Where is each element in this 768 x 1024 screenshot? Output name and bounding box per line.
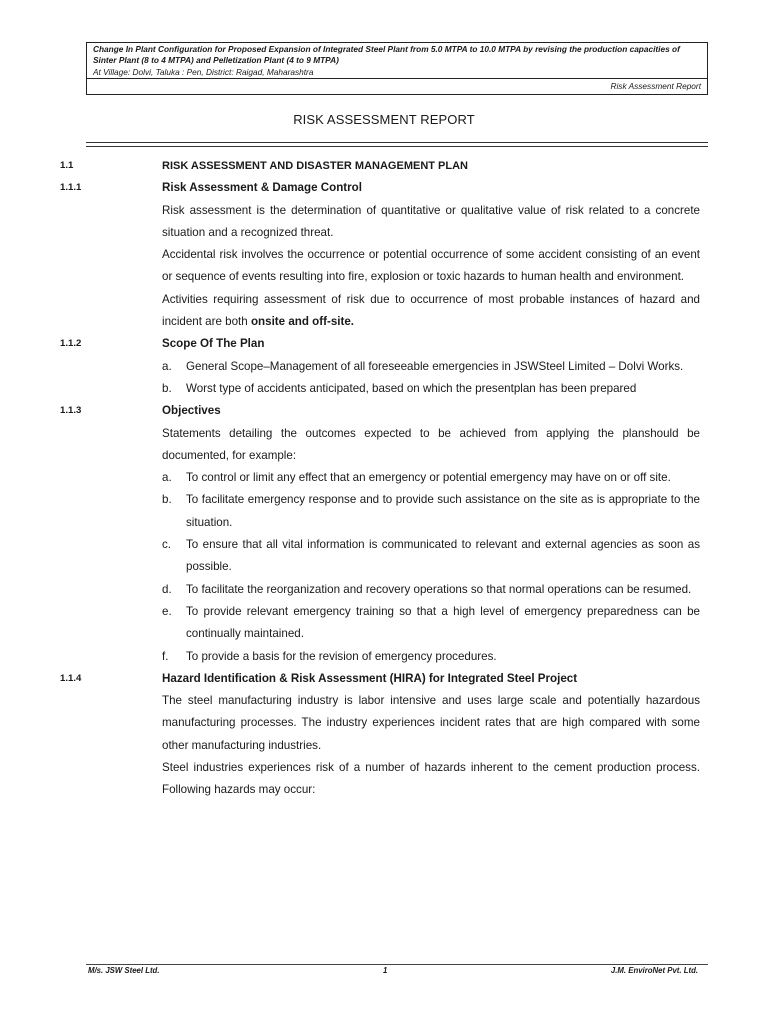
header-box xyxy=(86,42,708,95)
list-item xyxy=(162,378,700,400)
list-item xyxy=(162,601,700,646)
list-item-text: General Scope–Management of all foreseeable emergencies in JSWSteel Limited – Dolvi Works. xyxy=(186,359,684,373)
list-item xyxy=(162,579,700,601)
paragraph xyxy=(162,289,700,334)
paragraph: Accidental risk involves the occurrence or potential occurrence of some accident consisting of an event or sequence of events resulting into fire, explosion or toxic hazards to human health and environment. xyxy=(162,248,700,284)
list-marker: b. xyxy=(162,381,172,395)
section-number: 1.1.4 xyxy=(60,672,82,684)
emphasis-text: onsite and off-site. xyxy=(250,315,355,329)
footer-client: M/s. JSW Steel Ltd. xyxy=(88,966,160,975)
list-item-text: Worst type of accidents anticipated, based on which the presentplan has been prepared xyxy=(186,381,637,395)
section-number: 1.1 xyxy=(60,160,74,171)
list-item xyxy=(162,489,700,534)
section-1-1-heading xyxy=(60,155,700,177)
section-1-1-3-heading xyxy=(60,400,700,422)
page-footer xyxy=(88,966,698,975)
paragraph: The steel manufacturing industry is labor intensive and uses large scale and potentially hazardous manufacturing processes. The industry experiences incident rates that are high compared with some other manufacturing industries. xyxy=(162,694,700,752)
section-number: 1.1.1 xyxy=(60,182,82,194)
section-title: RISK ASSESSMENT AND DISASTER MANAGEMENT PLAN xyxy=(162,160,468,172)
page-title: RISK ASSESSMENT REPORT xyxy=(293,112,475,127)
section-1-1-2-heading xyxy=(60,333,700,355)
list-item xyxy=(162,534,700,579)
header-project-info xyxy=(87,43,707,79)
list-marker: a. xyxy=(162,359,172,373)
footer-consultant: J.M. EnviroNet Pvt. Ltd. xyxy=(610,966,698,975)
header-report-label: Risk Assessment Report xyxy=(610,81,701,91)
paragraph: Risk assessment is the determination of quantitative or qualitative value of risk related to a concrete situation and a recognized threat. xyxy=(162,203,700,239)
list-item-text: To control or limit any effect that an emergency or potential emergency may have on or off site. xyxy=(186,471,671,485)
section-1-1-1-heading xyxy=(60,177,700,199)
list-marker: b. xyxy=(162,493,172,507)
list-item xyxy=(162,646,700,668)
section-title: Objectives xyxy=(162,404,221,418)
header-line-2: Sinter Plant (8 to 4 MTPA) and Pelletization Plant (4 to 9 MTPA) xyxy=(93,55,339,66)
list-marker: c. xyxy=(162,538,172,552)
section-title: Scope Of The Plan xyxy=(162,337,265,351)
page-number: 1 xyxy=(383,966,388,975)
header-line-1: Change In Plant Configuration for Proposed Expansion of Integrated Steel Plant from 5.0 MTPA to 10.0 MTPA by revising the production capacities of xyxy=(93,44,680,54)
list-item-text: To facilitate the reorganization and recovery operations so that normal operations can be resumed. xyxy=(186,582,692,596)
list-item-text: To provide relevant emergency training so that a high level of emergency preparedness can be continually maintained. xyxy=(186,604,700,641)
list-item-text: To provide a basis for the revision of emergency procedures. xyxy=(186,649,497,663)
section-title: Risk Assessment & Damage Control xyxy=(162,181,362,195)
title-double-rule xyxy=(86,142,708,147)
paragraph-text: Activities requiring assessment of risk due to occurrence of most probable instances of hazard and incident are both xyxy=(162,292,700,329)
paragraph: Steel industries experiences risk of a number of hazards inherent to the cement production process. Following hazards may occur: xyxy=(162,761,700,797)
section-number: 1.1.2 xyxy=(60,338,82,350)
header-location: At Village: Dolvi, Taluka : Pen, District: Raigad, Maharashtra xyxy=(93,66,314,77)
footer-rule xyxy=(86,964,708,965)
list-marker: f. xyxy=(162,649,169,663)
list-item xyxy=(162,356,700,378)
list-item-text: To ensure that all vital information is communicated to relevant and external agencies as soon as possible. xyxy=(186,538,700,574)
section-title: Hazard Identification & Risk Assessment (HIRA) for Integrated Steel Project xyxy=(162,671,578,685)
list-marker: a. xyxy=(162,471,172,485)
section-1-1-4-heading xyxy=(60,668,700,690)
list-item xyxy=(162,467,700,489)
list-marker: d. xyxy=(162,582,172,596)
paragraph: Statements detailing the outcomes expected to be achieved from applying the planshould be documented, for example: xyxy=(162,426,700,462)
section-number: 1.1.3 xyxy=(60,405,82,417)
list-marker: e. xyxy=(162,604,172,618)
list-item-text: To facilitate emergency response and to provide such assistance on the site as is appropriate to the situation. xyxy=(186,493,700,529)
document-body xyxy=(60,155,700,802)
